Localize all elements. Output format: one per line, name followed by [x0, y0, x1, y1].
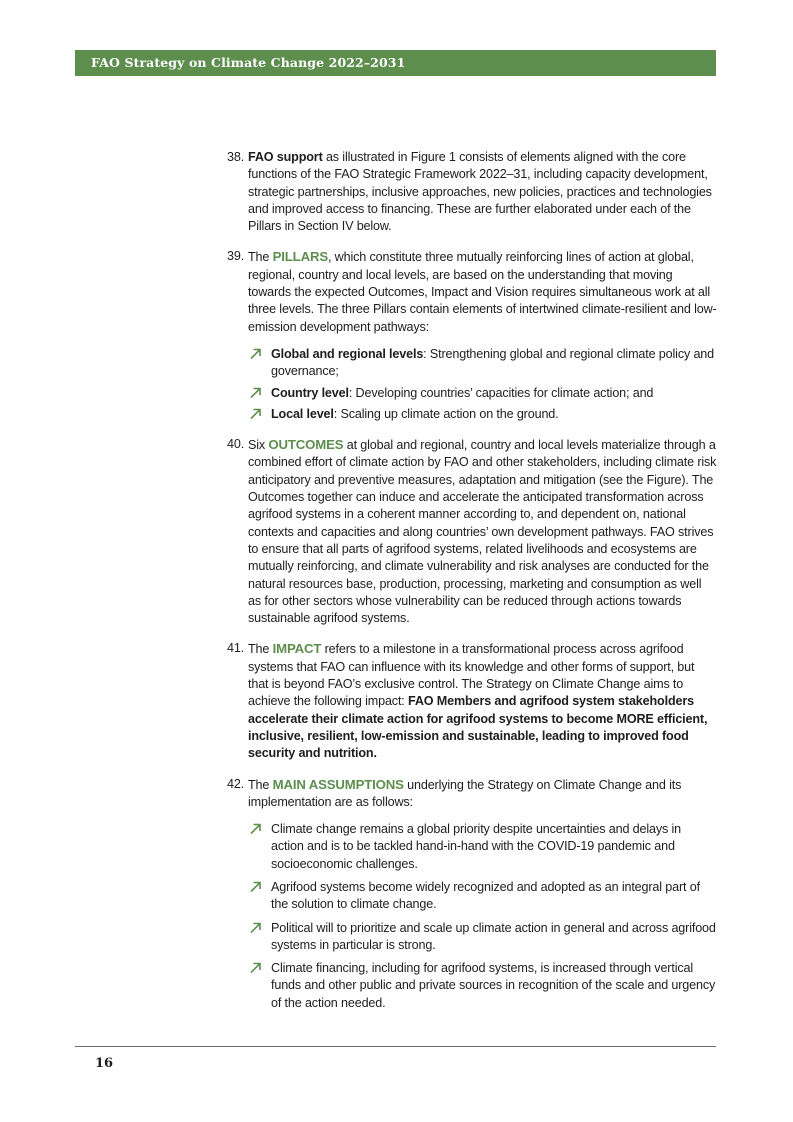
paragraph-text: at global and regional, country and local levels materialize through a combined effort of climate action by FAO and other stakeholders, including climate risk anticipatory and preventive measures, adaptation and mitigation (see the Figure). The Outcomes together can induce and accelerate the anticipated transformation across agrifood systems in a coherent manner according to, and dependent on, national contexts and capacities and along countries’ own development pathways. FAO strives to ensure that all parts of agrifood systems, related livelihoods and ecosystems are mutually reinforcing, and climate vulnerability and risk analyses are conducted for the natural resources base, production, processing, marketing and consumption as well as for other sectors whose vulnerability can be reduced through actions towards sustainable agrifood systems. [248, 438, 717, 626]
paragraph-pre: The [248, 250, 273, 265]
paragraph-text: underlying the Strategy on Climate Change and its implementation are as follows: [248, 777, 682, 809]
list-item [248, 346, 717, 381]
paragraph-text: , which constitute three mutually reinforcing lines of action at global, regional, country and local levels, are based on the understanding that moving towards the expected Outcomes, Impact and Vision requires simultaneous work at all three levels. The three Pillars contain elements of intertwined climate-resilient and low-emission development pathways: [248, 250, 717, 334]
arrow-up-right-icon [249, 347, 262, 360]
paragraph-number: 42. [227, 776, 245, 791]
document-body [227, 149, 717, 1025]
highlight-main-assumptions: MAIN ASSUMPTIONS [272, 776, 404, 792]
paragraph-lead: FAO support [248, 150, 323, 164]
bullet-text: Climate financing, including for agrifood systems, is increased through vertical funds and other public and private sources in recognition of the scale and urgency of the action needed. [271, 961, 716, 1010]
bullet-text: : Scaling up climate action on the ground. [333, 406, 559, 421]
page-number: 16 [95, 1056, 114, 1071]
list-item [248, 879, 717, 914]
header-title: FAO Strategy on Climate Change 2022–2031 [91, 55, 406, 70]
arrow-up-right-icon [249, 407, 262, 420]
paragraph-42 [227, 776, 717, 1013]
paragraph-39 [227, 248, 717, 423]
arrow-up-right-icon [249, 880, 262, 893]
impact-statement: FAO Members and agrifood system stakeholders accelerate their climate action for agrifood systems to become MORE efficient, inclusive, resilient, low-emission and sustainable, leading to improved food security and nutrition. [248, 694, 708, 761]
list-item [248, 406, 717, 423]
arrow-up-right-icon [249, 961, 262, 974]
paragraph-41 [227, 640, 717, 762]
paragraph-text: refers to a milestone in a transformational process across agrifood systems that FAO can influence with its knowledge and other forms of support, but that is beyond FAO’s exclusive control. The Strategy on Climate Change aims to achieve the following impact: [248, 642, 695, 709]
bullet-lead: Local level [271, 406, 334, 421]
bullet-text: : Strengthening global and regional climate policy and governance; [271, 346, 715, 379]
assumptions-list [248, 821, 717, 1012]
highlight-pillars: PILLARS [272, 249, 328, 265]
paragraph-38 [227, 149, 717, 235]
paragraph-40 [227, 436, 717, 627]
arrow-up-right-icon [249, 386, 262, 399]
paragraph-number: 38. [227, 150, 245, 164]
arrow-up-right-icon [249, 822, 262, 835]
highlight-outcomes: OUTCOMES [268, 437, 344, 453]
arrow-up-right-icon [249, 921, 262, 934]
paragraph-pre: The [248, 642, 273, 657]
header-band [75, 50, 716, 76]
paragraph-pre: Six [248, 438, 269, 453]
footer-divider [75, 1046, 716, 1047]
bullet-text: Political will to prioritize and scale up climate action in general and across agrifood systems in particular is strong. [271, 920, 716, 952]
list-item [248, 960, 717, 1012]
list-item [248, 821, 717, 873]
bullet-text: Climate change remains a global priority despite uncertainties and delays in action and is to be tackled hand-in-hand with the COVID-19 pandemic and socioeconomic challenges. [271, 822, 682, 871]
paragraph-number: 40. [227, 437, 245, 452]
pillars-list [248, 346, 717, 423]
paragraph-text: as illustrated in Figure 1 consists of elements aligned with the core functions of the FAO Strategic Framework 2022–31, including capacity development, strategic partnerships, inclusive approaches, new policies, practices and technologies and improved access to financing. These are further elaborated under each of the Pillars in Section IV below. [248, 150, 712, 234]
bullet-text: Agrifood systems become widely recognized and adopted as an integral part of the solution to climate change. [271, 879, 700, 912]
bullet-text: : Developing countries’ capacities for climate action; and [348, 385, 654, 400]
highlight-impact: IMPACT [272, 641, 322, 657]
bullet-lead: Global and regional levels [271, 346, 424, 361]
paragraph-pre: The [248, 777, 273, 792]
paragraph-number: 41. [227, 641, 245, 656]
paragraph-number: 39. [227, 249, 245, 264]
bullet-lead: Country level [271, 385, 349, 400]
list-item [248, 920, 717, 955]
list-item [248, 385, 717, 402]
